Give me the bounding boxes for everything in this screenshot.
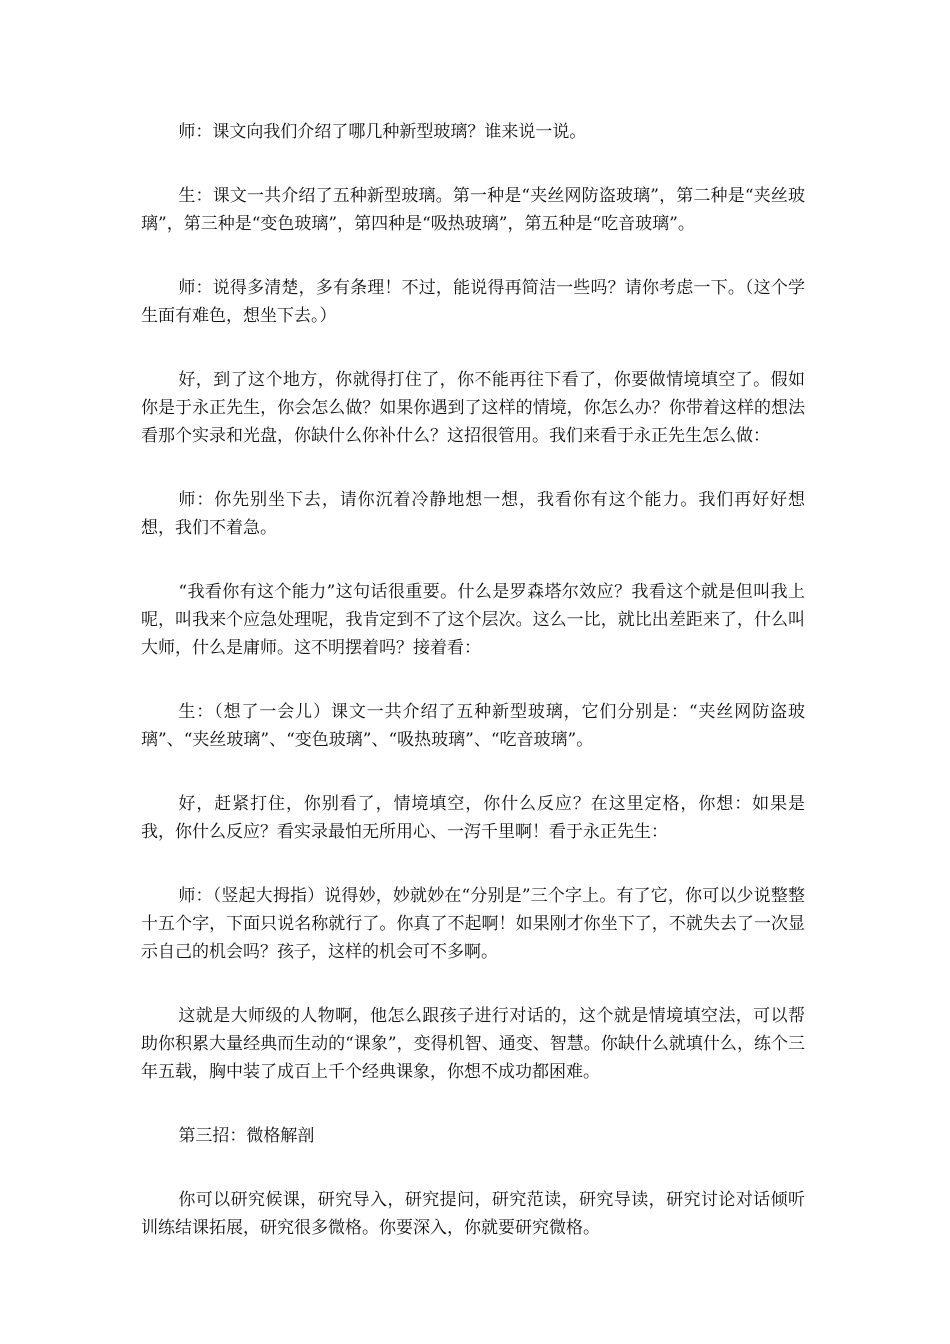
paragraph-8: 好，赶紧打住，你别看了，情境填空，你什么反应？在这里定格，你想：如果是我，你什么反应？看实录最怕无所用心、一泻千里啊！看于永正先生：	[141, 794, 805, 842]
paragraph-9: 师：（竖起大拇指）说得妙，妙就妙在“分别是”三个字上。有了它，你可以少说整整十五个字，下面只说名称就行了。你真了不起啊！如果刚才你坐下了，不就失去了一次显示自己的机会吗？孩子，这样的机会可不多啊。	[141, 886, 805, 962]
paragraph-7: 生：（想了一会儿）课文一共介绍了五种新型玻璃，它们分别是：“夹丝网防盗玻璃”、“夹丝玻璃”、“变色玻璃”、“吸热玻璃”、“吃音玻璃”。	[141, 702, 805, 750]
paragraph-2: 生：课文一共介绍了五种新型玻璃。第一种是“夹丝网防盗玻璃”，第二种是“夹丝玻璃”，第三种是“变色玻璃”，第四种是“吸热玻璃”，第五种是“吃音玻璃”。	[141, 186, 805, 234]
paragraph-10: 这就是大师级的人物啊，他怎么跟孩子进行对话的，这个就是情境填空法，可以帮助你积累大量经典而生动的“课象”，变得机智、通变、智慧。你缺什么就填什么，练个三年五载，胸中装了成百上千个经典课象，你想不成功都困难。	[141, 1006, 805, 1082]
document-body	[141, 118, 805, 1242]
paragraph-4: 好，到了这个地方，你就得打住了，你不能再往下看了，你要做情境填空了。假如你是于永正先生，你会怎么做？如果你遇到了这样的情境，你怎么办？你带着这样的想法看那个实录和光盘，你缺什么你补什么？这招很管用。我们来看于永正先生怎么做：	[141, 370, 805, 446]
paragraph-3: 师：说得多清楚，多有条理！不过，能说得再简洁一些吗？请你考虑一下。（这个学生面有难色，想坐下去。）	[141, 278, 805, 326]
paragraph-6: “我看你有这个能力”这句话很重要。什么是罗森塔尔效应？我看这个就是但叫我上呢，叫我来个应急处理呢，我肯定到不了这个层次。这么一比，就比出差距来了，什么叫大师，什么是庸师。这不明摆着吗？接着看：	[141, 582, 805, 658]
paragraph-1: 师：课文向我们介绍了哪几种新型玻璃？谁来说一说。	[178, 122, 587, 142]
paragraph-5: 师：你先别坐下去，请你沉着冷静地想一想，我看你有这个能力。我们再好好想想，我们不着急。	[141, 490, 805, 538]
section-heading: 第三招：微格解剖	[178, 1126, 315, 1146]
paragraph-12: 你可以研究候课，研究导入，研究提问，研究范读，研究导读，研究讨论对话倾听训练结课拓展，研究很多微格。你要深入，你就要研究微格。	[141, 1190, 805, 1238]
